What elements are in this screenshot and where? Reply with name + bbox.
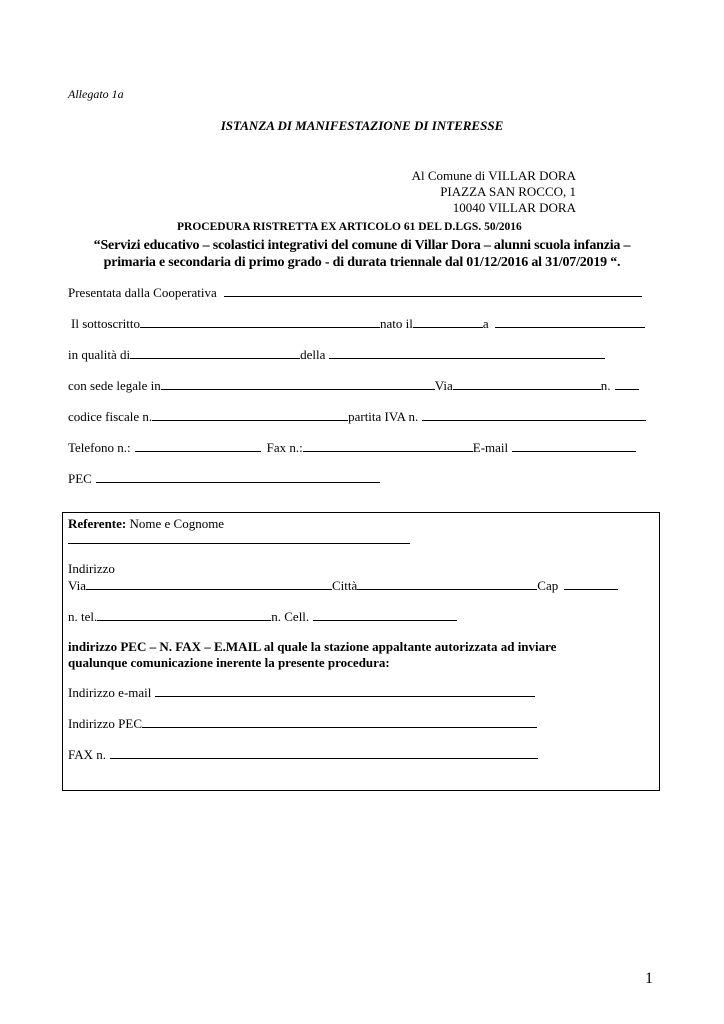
email-label: E-mail	[472, 440, 509, 455]
contact-row	[68, 439, 636, 456]
referent-cell-field[interactable]	[313, 608, 457, 621]
referent-street-label: Via	[68, 578, 86, 593]
referent-pec-field[interactable]	[142, 715, 537, 728]
cooperative-row	[68, 284, 642, 301]
referent-fax-row	[68, 746, 538, 763]
cooperative-label: Presentata dalla Cooperativa	[68, 285, 217, 300]
referent-tel-label: n. tel.	[68, 609, 98, 624]
referent-name-field[interactable]	[68, 543, 410, 544]
page-number: 1	[645, 970, 653, 987]
recipient-line-2: PIAZZA SAN ROCCO, 1	[440, 184, 576, 199]
of-field[interactable]	[329, 346, 605, 359]
referent-city-field[interactable]	[357, 577, 537, 590]
registered-office-row	[68, 377, 639, 394]
vat-field[interactable]	[422, 408, 646, 421]
referent-label: Referente:	[68, 516, 127, 531]
referent-fax-label: FAX n.	[68, 747, 107, 762]
referent-name-label: Nome e Cognome	[129, 516, 225, 531]
street-label: Via	[434, 378, 453, 393]
referent-notice-line-1: indirizzo PEC – N. FAX – E.MAIL al quale la stazione appaltante autorizzata ad inviare	[68, 639, 557, 654]
referent-email-row	[68, 684, 535, 701]
referent-cell-label: n. Cell.	[271, 609, 310, 624]
fax-label: Fax n.:	[266, 440, 303, 455]
procedure-subject-line-2: primaria e secondaria di primo grado - di durata triennale dal 01/12/2016 al 31/07/2019 “.	[103, 255, 621, 270]
document-title: ISTANZA DI MANIFESTAZIONE DI INTERESSE	[220, 118, 504, 133]
born-place-label: a	[482, 316, 489, 331]
pec-field[interactable]	[96, 470, 380, 483]
born-date-field[interactable]	[413, 315, 483, 328]
of-label: della	[300, 347, 326, 362]
referent-tel-field[interactable]	[97, 608, 271, 621]
role-field[interactable]	[130, 346, 300, 359]
undersigned-field[interactable]	[140, 315, 380, 328]
phone-field[interactable]	[135, 439, 261, 452]
procedure-subject-line-1: “Servizi educativo – scolastici integrativi del comune di Villar Dora – alunni scuola infanzia –	[93, 238, 631, 253]
referent-phone-row	[68, 608, 457, 625]
referent-email-label: Indirizzo e-mail	[68, 685, 152, 700]
referent-zip-field[interactable]	[564, 577, 618, 590]
registered-office-label: con sede legale in	[68, 378, 161, 393]
role-row	[68, 346, 605, 363]
born-place-field[interactable]	[495, 315, 645, 328]
registered-office-field[interactable]	[161, 377, 435, 390]
procedure-heading: PROCEDURA RISTRETTA EX ARTICOLO 61 DEL D.LGS. 50/2016	[177, 221, 522, 233]
tax-code-label: codice fiscale n.	[68, 409, 153, 424]
referent-street-field[interactable]	[86, 577, 332, 590]
fax-field[interactable]	[303, 439, 473, 452]
email-field[interactable]	[512, 439, 636, 452]
referent-pec-label: Indirizzo PEC	[68, 716, 143, 731]
phone-label: Telefono n.:	[68, 440, 131, 455]
role-label: in qualità di	[68, 347, 131, 362]
undersigned-label: Il sottoscritto	[71, 316, 140, 331]
born-date-label: nato il	[379, 316, 413, 331]
tax-row	[68, 408, 646, 425]
pec-label: PEC	[68, 471, 92, 486]
referent-notice-line-2: qualunque comunicazione inerente la presente procedura:	[68, 655, 390, 670]
undersigned-row	[71, 315, 645, 332]
number-label: n.	[600, 378, 611, 393]
referent-address-label: Indirizzo	[68, 561, 115, 576]
tax-code-field[interactable]	[152, 408, 348, 421]
vat-label: partita IVA n.	[348, 409, 419, 424]
referent-address-row	[68, 577, 618, 594]
referent-pec-row	[68, 715, 537, 732]
recipient-line-3: 10040 VILLAR DORA	[452, 200, 576, 215]
cooperative-field[interactable]	[224, 284, 642, 297]
recipient-line-1: Al Comune di VILLAR DORA	[411, 168, 576, 183]
referent-city-label: Città	[332, 578, 358, 593]
referent-fax-field[interactable]	[110, 746, 538, 759]
referent-email-field[interactable]	[155, 684, 535, 697]
number-field[interactable]	[615, 377, 639, 390]
referent-zip-label: Cap	[537, 578, 559, 593]
pec-row	[68, 470, 380, 487]
attachment-label: Allegato 1a	[68, 87, 124, 101]
street-field[interactable]	[453, 377, 601, 390]
referent-row	[68, 516, 224, 532]
